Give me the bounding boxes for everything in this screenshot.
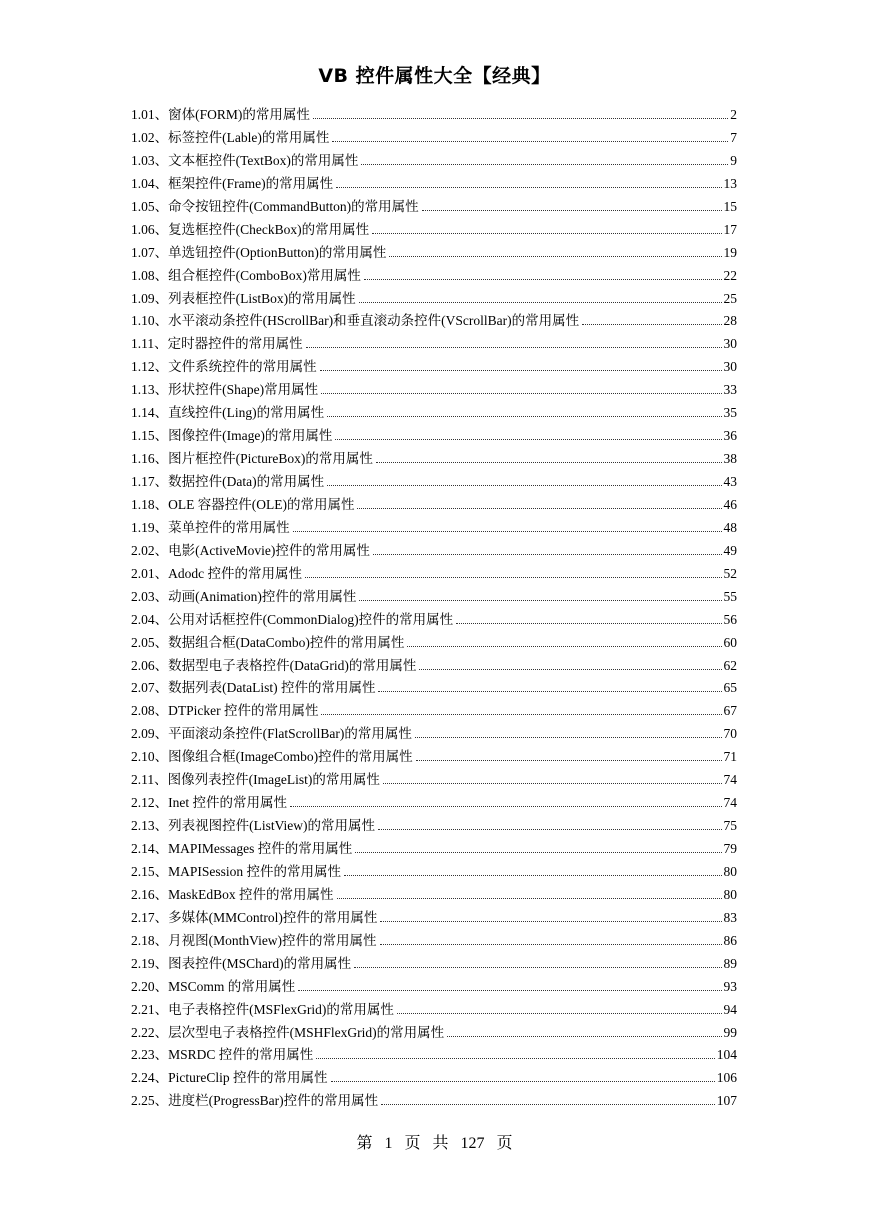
toc-entry-page-number: 80 — [723, 886, 737, 902]
toc-entry-label: 1.17、数据控件(Data)的常用属性 — [131, 474, 325, 489]
toc-entry-label: 2.10、图像组合框(ImageCombo)控件的常用属性 — [131, 749, 413, 765]
toc-entry-page-number: 7 — [730, 129, 737, 145]
toc-entry[interactable] — [131, 332, 737, 355]
toc-entry[interactable] — [131, 470, 737, 493]
toc-entry-label: 1.06、复选框控件(CheckBox)的常用属性 — [131, 221, 370, 237]
toc-entry-label: 1.14、直线控件(Ling)的常用属性 — [131, 405, 325, 421]
toc-entry-label: 2.21、电子表格控件(MSFlexGrid)的常用属性 — [131, 1001, 394, 1017]
toc-entry-page-number: 38 — [723, 451, 737, 467]
document-title: VB 控件属性大全【经典】 — [318, 65, 551, 87]
toc-entry-label: 2.06、数据型电子表格控件(DataGrid)的常用属性 — [131, 657, 417, 673]
toc-entry[interactable] — [131, 585, 737, 608]
toc-dot-leader — [372, 232, 721, 234]
toc-dot-leader — [416, 759, 722, 761]
toc-entry-label: 1.07、单选钮控件(OptionButton)的常用属性 — [131, 244, 387, 260]
toc-entry-page-number: 35 — [723, 405, 737, 421]
toc-entry-label: 2.12、Inet 控件的常用属性 — [131, 795, 287, 811]
toc-entry[interactable] — [131, 929, 737, 952]
toc-dot-leader — [380, 920, 721, 922]
toc-entry-label: 1.02、标签控件(Lable)的常用属性 — [131, 129, 330, 145]
toc-entry-label: 2.23、MSRDC 控件的常用属性 — [131, 1047, 314, 1063]
toc-entry-label: 1.05、命令按钮控件(CommandButton)的常用属性 — [131, 198, 419, 214]
toc-entry[interactable] — [131, 309, 737, 332]
toc-entry-label: 2.15、MAPISession 控件的常用属性 — [131, 863, 342, 879]
toc-entry[interactable] — [131, 264, 737, 287]
toc-entry-page-number: 49 — [723, 542, 737, 558]
toc-entry[interactable] — [131, 287, 737, 310]
toc-dot-leader — [335, 438, 721, 440]
toc-entry[interactable] — [131, 722, 737, 745]
toc-dot-leader — [447, 1035, 721, 1037]
toc-entry[interactable] — [131, 516, 737, 539]
toc-dot-leader — [337, 897, 722, 899]
toc-entry-page-number: 33 — [723, 382, 737, 398]
toc-entry[interactable] — [131, 906, 737, 929]
table-of-contents — [131, 103, 737, 1112]
toc-entry-page-number: 86 — [723, 932, 737, 948]
footer-prefix: 第 — [356, 1135, 373, 1152]
toc-dot-leader — [376, 461, 722, 463]
toc-entry-label: 2.20、MSComm 的常用属性 — [131, 978, 296, 994]
toc-entry-page-number: 25 — [723, 290, 737, 306]
toc-dot-leader — [336, 186, 721, 188]
toc-dot-leader — [313, 117, 728, 119]
toc-entry-label: 2.11、图像列表控件(ImageList)的常用属性 — [131, 772, 380, 788]
toc-entry[interactable] — [131, 355, 737, 378]
toc-entry-page-number: 48 — [723, 519, 737, 535]
toc-entry-page-number: 80 — [723, 863, 737, 879]
toc-entry-label: 1.19、菜单控件的常用属性 — [131, 519, 290, 535]
toc-entry-label: 1.13、形状控件(Shape)常用属性 — [131, 382, 319, 398]
toc-dot-leader — [332, 140, 728, 142]
toc-dot-leader — [397, 1012, 722, 1014]
toc-dot-leader — [380, 943, 722, 945]
toc-entry-label: 2.09、平面滚动条控件(FlatScrollBar)的常用属性 — [131, 726, 412, 742]
toc-entry-page-number: 94 — [723, 1001, 737, 1017]
toc-entry-label: 1.01、窗体(FORM)的常用属性 — [131, 107, 310, 122]
toc-dot-leader — [364, 278, 722, 280]
toc-entry-page-number: 93 — [723, 978, 737, 994]
toc-dot-leader — [389, 255, 721, 257]
toc-entry-page-number: 60 — [723, 634, 737, 650]
toc-dot-leader — [306, 346, 722, 348]
toc-entry[interactable] — [131, 1089, 737, 1112]
toc-entry[interactable] — [131, 493, 737, 516]
toc-dot-leader — [378, 828, 721, 830]
toc-entry-label: 1.11、定时器控件的常用属性 — [131, 336, 303, 352]
toc-entry[interactable] — [131, 998, 737, 1021]
toc-entry[interactable] — [131, 562, 737, 585]
toc-entry[interactable] — [131, 883, 737, 906]
toc-entry-page-number: 89 — [723, 955, 737, 971]
toc-entry[interactable] — [131, 631, 737, 654]
toc-entry-label: 2.25、进度栏(ProgressBar)控件的常用属性 — [131, 1093, 379, 1109]
toc-dot-leader — [407, 645, 721, 647]
toc-dot-leader — [355, 851, 721, 853]
toc-entry[interactable] — [131, 241, 737, 264]
toc-entry[interactable] — [131, 539, 737, 562]
toc-entry-page-number: 30 — [723, 359, 737, 375]
toc-dot-leader — [359, 599, 721, 601]
toc-dot-leader — [327, 415, 721, 417]
toc-entry-page-number: 2 — [730, 107, 737, 122]
toc-dot-leader — [361, 163, 728, 165]
toc-entry-label: 2.08、DTPicker 控件的常用属性 — [131, 703, 319, 719]
toc-entry[interactable] — [131, 195, 737, 218]
toc-entry-page-number: 74 — [723, 772, 737, 788]
toc-entry[interactable] — [131, 1021, 737, 1044]
toc-entry-page-number: 19 — [723, 244, 737, 260]
footer-suffix: 页 — [496, 1135, 513, 1152]
toc-dot-leader — [320, 369, 722, 371]
toc-entry[interactable] — [131, 791, 737, 814]
toc-entry-page-number: 22 — [723, 267, 737, 283]
toc-entry-page-number: 79 — [723, 841, 737, 856]
toc-entry[interactable] — [131, 218, 737, 241]
toc-dot-leader — [316, 1057, 714, 1059]
toc-entry-page-number: 28 — [723, 313, 737, 329]
toc-entry[interactable] — [131, 952, 737, 975]
toc-entry[interactable] — [131, 837, 737, 860]
toc-entry-label: 1.08、组合框控件(ComboBox)常用属性 — [131, 267, 361, 283]
toc-entry[interactable] — [131, 768, 737, 791]
toc-entry-page-number: 67 — [723, 703, 737, 719]
toc-entry-page-number: 17 — [723, 221, 737, 237]
toc-dot-leader — [321, 713, 721, 715]
toc-entry-page-number: 36 — [723, 428, 737, 444]
toc-entry-page-number: 55 — [723, 588, 737, 604]
toc-dot-leader — [415, 736, 722, 738]
toc-dot-leader — [327, 484, 721, 486]
toc-entry-label: 2.16、MaskEdBox 控件的常用属性 — [131, 886, 334, 902]
toc-entry-page-number: 15 — [723, 198, 737, 214]
toc-entry-label: 2.22、层次型电子表格控件(MSHFlexGrid)的常用属性 — [131, 1024, 445, 1040]
footer-total-prefix: 共 — [432, 1135, 449, 1152]
toc-entry-page-number: 46 — [723, 496, 737, 512]
toc-entry[interactable] — [131, 172, 737, 195]
toc-entry[interactable] — [131, 378, 737, 401]
toc-entry-label: 1.12、文件系统控件的常用属性 — [131, 359, 317, 375]
toc-dot-leader — [378, 690, 721, 692]
toc-entry-page-number: 104 — [716, 1047, 737, 1063]
toc-entry-label: 2.04、公用对话框控件(CommonDialog)控件的常用属性 — [131, 611, 454, 627]
toc-entry[interactable] — [131, 745, 737, 768]
toc-entry-label: 2.05、数据组合框(DataCombo)控件的常用属性 — [131, 634, 405, 650]
toc-entry[interactable] — [131, 401, 737, 424]
toc-entry[interactable] — [131, 654, 737, 677]
toc-entry[interactable] — [131, 424, 737, 447]
toc-entry-label: 2.03、动画(Animation)控件的常用属性 — [131, 588, 357, 604]
toc-entry-label: 2.17、多媒体(MMControl)控件的常用属性 — [131, 909, 378, 925]
toc-entry-page-number: 107 — [716, 1093, 737, 1109]
toc-entry[interactable] — [131, 699, 737, 722]
page-footer — [0, 1133, 869, 1155]
toc-entry-label: 1.10、水平滚动条控件(HScrollBar)和垂直滚动条控件(VScrollBar)的常用属性 — [131, 313, 580, 329]
toc-dot-leader — [381, 1103, 715, 1105]
toc-entry[interactable] — [131, 975, 737, 998]
toc-entry-label: 1.04、框架控件(Frame)的常用属性 — [131, 175, 334, 191]
toc-dot-leader — [419, 668, 721, 670]
toc-entry-page-number: 62 — [723, 657, 737, 673]
toc-entry-label: 2.02、电影(ActiveMovie)控件的常用属性 — [131, 542, 370, 558]
toc-entry[interactable] — [131, 103, 737, 126]
toc-entry[interactable] — [131, 814, 737, 837]
toc-dot-leader — [383, 782, 722, 784]
toc-entry-page-number: 70 — [723, 726, 737, 742]
toc-entry[interactable] — [131, 608, 737, 631]
toc-entry-page-number: 43 — [723, 474, 737, 489]
toc-dot-leader — [582, 323, 721, 325]
toc-entry[interactable] — [131, 447, 737, 470]
footer-page-char: 页 — [404, 1135, 421, 1152]
toc-entry-page-number: 9 — [730, 152, 737, 168]
toc-entry-page-number: 65 — [723, 680, 737, 696]
toc-entry-page-number: 71 — [723, 749, 737, 765]
footer-total-pages: 127 — [460, 1135, 485, 1152]
toc-entry[interactable] — [131, 126, 737, 149]
toc-dot-leader — [305, 576, 722, 578]
toc-dot-leader — [298, 989, 721, 991]
toc-dot-leader — [293, 530, 722, 532]
toc-entry[interactable] — [131, 1066, 737, 1089]
footer-current-page: 1 — [384, 1135, 393, 1152]
toc-entry[interactable] — [131, 1043, 737, 1066]
toc-entry-page-number: 30 — [723, 336, 737, 352]
toc-entry-label: 1.03、文本框控件(TextBox)的常用属性 — [131, 152, 359, 168]
toc-entry-label: 2.19、图表控件(MSChard)的常用属性 — [131, 955, 352, 971]
toc-dot-leader — [422, 209, 722, 211]
toc-entry-label: 1.16、图片框控件(PictureBox)的常用属性 — [131, 451, 373, 467]
toc-entry-label: 1.09、列表框控件(ListBox)的常用属性 — [131, 290, 356, 306]
toc-dot-leader — [290, 805, 722, 807]
toc-entry-label: 2.24、PictureClip 控件的常用属性 — [131, 1070, 328, 1086]
toc-entry-page-number: 83 — [723, 909, 737, 925]
toc-entry-label: 2.18、月视图(MonthView)控件的常用属性 — [131, 932, 377, 948]
toc-dot-leader — [321, 392, 721, 394]
toc-entry-page-number: 56 — [723, 611, 737, 627]
toc-entry[interactable] — [131, 676, 737, 699]
toc-entry-label: 1.15、图像控件(Image)的常用属性 — [131, 428, 333, 444]
toc-entry-label: 2.07、数据列表(DataList) 控件的常用属性 — [131, 680, 376, 696]
toc-dot-leader — [359, 301, 722, 303]
toc-entry-page-number: 13 — [723, 175, 737, 191]
toc-dot-leader — [354, 966, 721, 968]
toc-entry-label: 2.14、MAPIMessages 控件的常用属性 — [131, 841, 353, 856]
toc-dot-leader — [456, 622, 721, 624]
toc-dot-leader — [344, 874, 721, 876]
toc-entry-page-number: 52 — [723, 565, 737, 581]
toc-entry-page-number: 75 — [723, 818, 737, 834]
toc-dot-leader — [331, 1080, 715, 1082]
toc-entry-label: 1.18、OLE 容器控件(OLE)的常用属性 — [131, 496, 355, 512]
toc-entry-page-number: 99 — [723, 1024, 737, 1040]
toc-entry-page-number: 106 — [716, 1070, 737, 1086]
toc-entry-label: 2.13、列表视图控件(ListView)的常用属性 — [131, 818, 376, 834]
toc-entry[interactable] — [131, 860, 737, 883]
toc-dot-leader — [357, 507, 721, 509]
toc-dot-leader — [373, 553, 722, 555]
toc-entry-page-number: 74 — [723, 795, 737, 811]
toc-entry[interactable] — [131, 149, 737, 172]
toc-entry-label: 2.01、Adodc 控件的常用属性 — [131, 565, 302, 581]
